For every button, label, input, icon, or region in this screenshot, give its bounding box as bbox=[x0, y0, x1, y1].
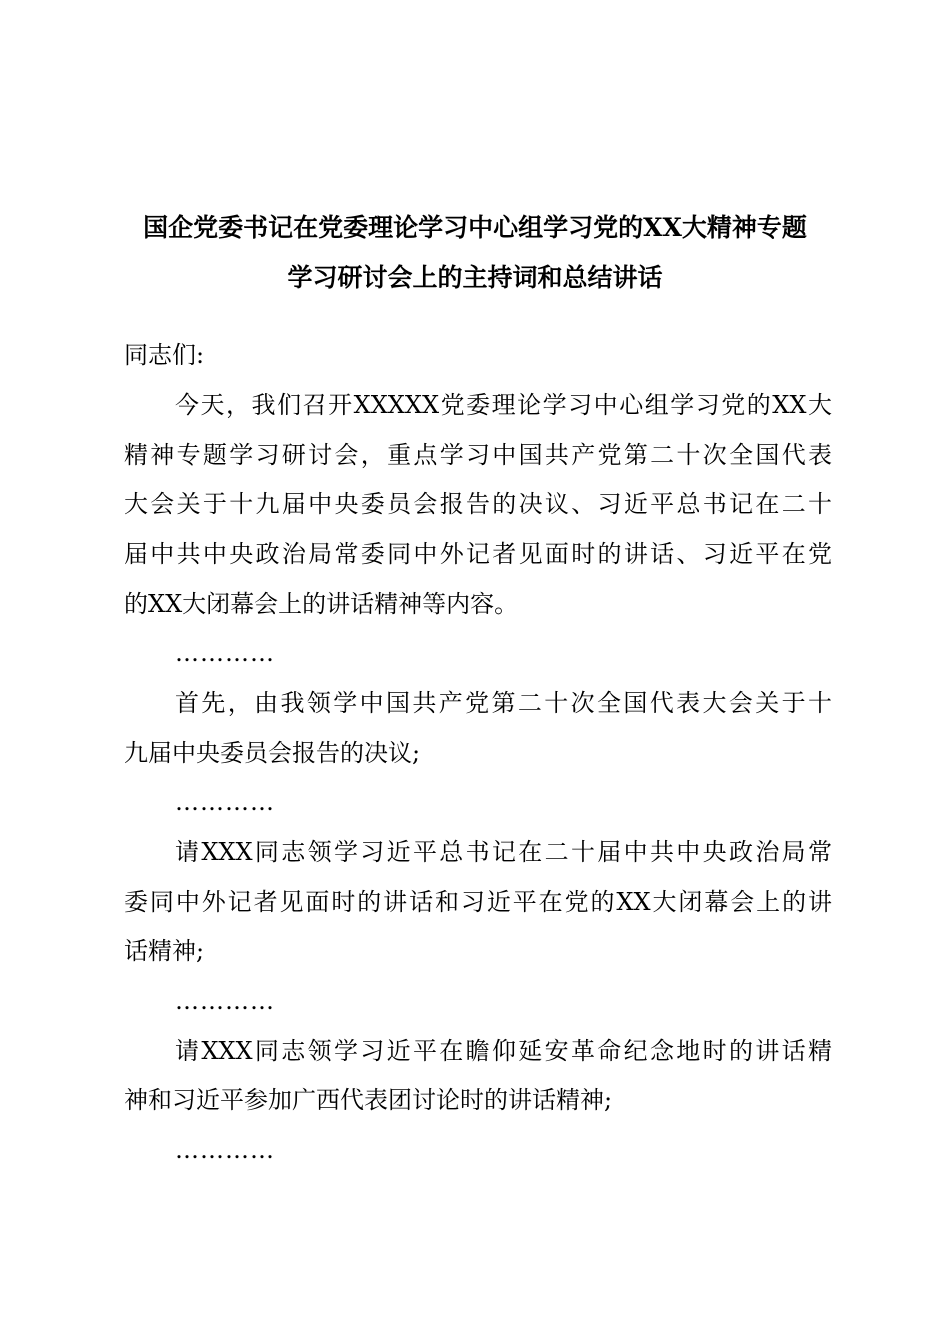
ellipsis-1: ………… bbox=[175, 639, 275, 667]
document-title-line-2: 学习研讨会上的主持词和总结讲话 bbox=[287, 263, 663, 292]
paragraph-3-line-3: 话精神; bbox=[124, 937, 205, 965]
paragraph-1-line-4: 届中共中央政治局常委同中外记者见面时的讲话、习近平在党 bbox=[124, 540, 832, 568]
paragraph-1-line-2: 精神专题学习研讨会，重点学习中国共产党第二十次全国代表 bbox=[124, 441, 832, 469]
document-title-line-1: 国企党委书记在党委理论学习中心组学习党的XX大精神专题 bbox=[143, 213, 807, 242]
paragraph-2-line-1: 首先，由我领学中国共产党第二十次全国代表大会关于十 bbox=[175, 689, 832, 717]
paragraph-4-line-2: 神和习近平参加广西代表团讨论时的讲话精神; bbox=[124, 1086, 613, 1114]
paragraph-1-line-3: 大会关于十九届中央委员会报告的决议、习近平总书记在二十 bbox=[124, 490, 832, 518]
salutation: 同志们: bbox=[124, 341, 205, 369]
paragraph-3-line-2: 委同中外记者见面时的讲话和习近平在党的XX大闭幕会上的讲 bbox=[124, 888, 832, 916]
paragraph-4-line-1: 请XXX同志领学习近平在瞻仰延安革命纪念地时的讲话精 bbox=[175, 1037, 832, 1065]
ellipsis-3: ………… bbox=[175, 987, 275, 1015]
paragraph-3-line-1: 请XXX同志领学习近平总书记在二十届中共中央政治局常 bbox=[175, 838, 832, 866]
paragraph-1-line-5: 的XX大闭幕会上的讲话精神等内容。 bbox=[124, 590, 519, 618]
ellipsis-2: ………… bbox=[175, 788, 275, 816]
paragraph-1-line-1: 今天，我们召开XXXXX党委理论学习中心组学习党的XX大 bbox=[175, 391, 832, 419]
paragraph-2-line-2: 九届中央委员会报告的决议; bbox=[124, 739, 421, 767]
ellipsis-4: ………… bbox=[175, 1136, 275, 1164]
